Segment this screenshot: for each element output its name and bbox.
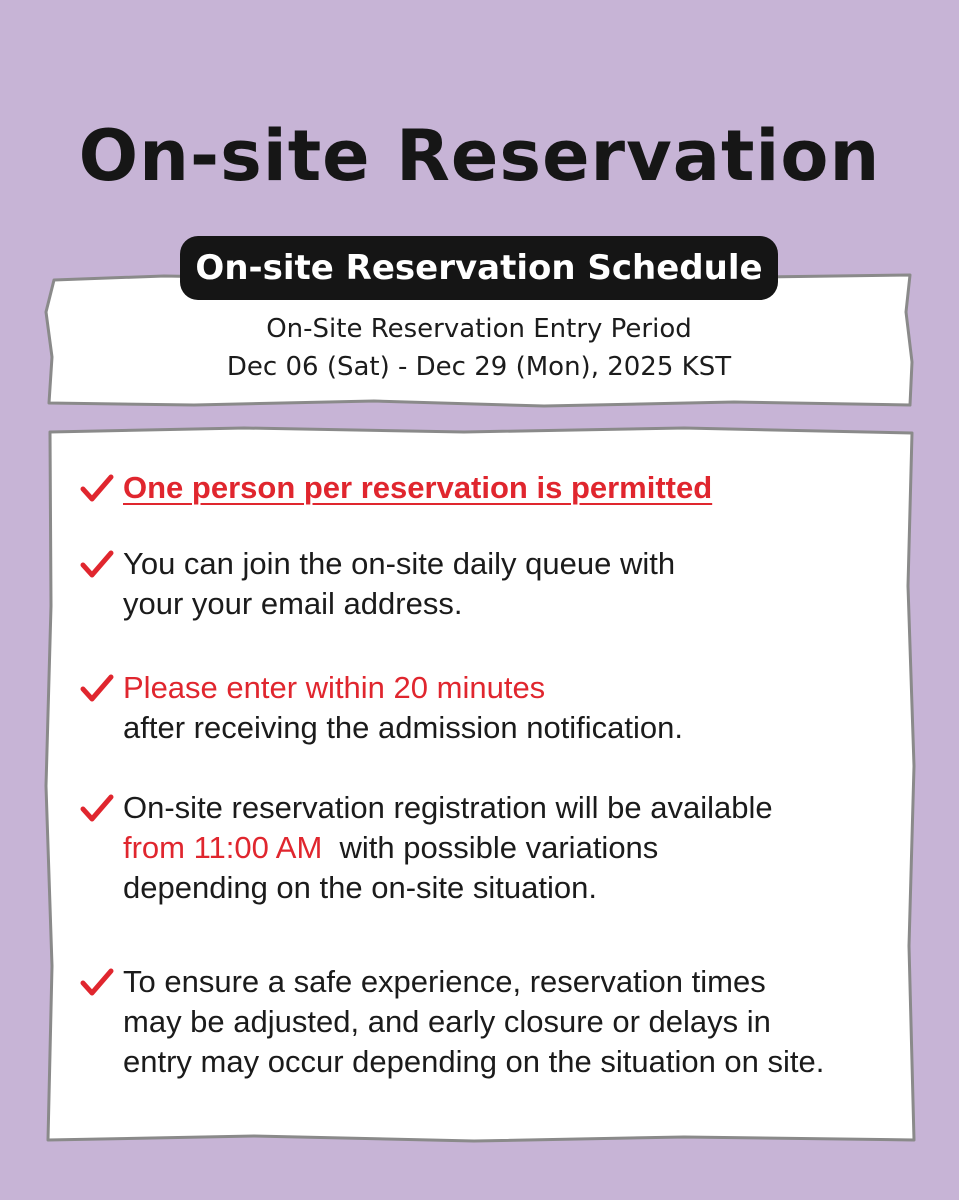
notice-list [44,426,916,1144]
entry-period-label: On-Site Reservation Entry Period [266,314,692,344]
notice-text-highlight: Please enter within 20 minutes [123,670,546,705]
page-title: On-site Reservation [78,115,881,197]
check-icon [80,550,114,580]
notice-text: depending on the on-site situation. [123,870,597,905]
notice-text: with possible variations [339,830,659,865]
check-icon [80,794,114,824]
notice-text-highlight: from 11:00 AM [123,830,323,865]
check-icon [80,474,114,504]
notice-text: your your email address. [123,586,463,621]
schedule-info [44,310,914,386]
notice-text: To ensure a safe experience, reservation times [123,964,766,999]
notice-panel [44,426,916,1144]
schedule-badge: On-site Reservation Schedule [180,236,778,300]
notice-text: after receiving the admission notification. [123,710,684,745]
check-icon [80,674,114,704]
notice-text: entry may occur depending on the situation on site. [123,1044,825,1079]
check-icon [80,968,114,998]
notice-text: One person per reservation is permitted [123,470,713,505]
notice-text: may be adjusted, and early closure or delays in [123,1004,771,1039]
entry-period-dates: Dec 06 (Sat) - Dec 29 (Mon), 2025 KST [226,352,732,382]
notice-text: You can join the on-site daily queue with [123,546,676,581]
notice-text: On-site reservation registration will be available [123,790,773,825]
